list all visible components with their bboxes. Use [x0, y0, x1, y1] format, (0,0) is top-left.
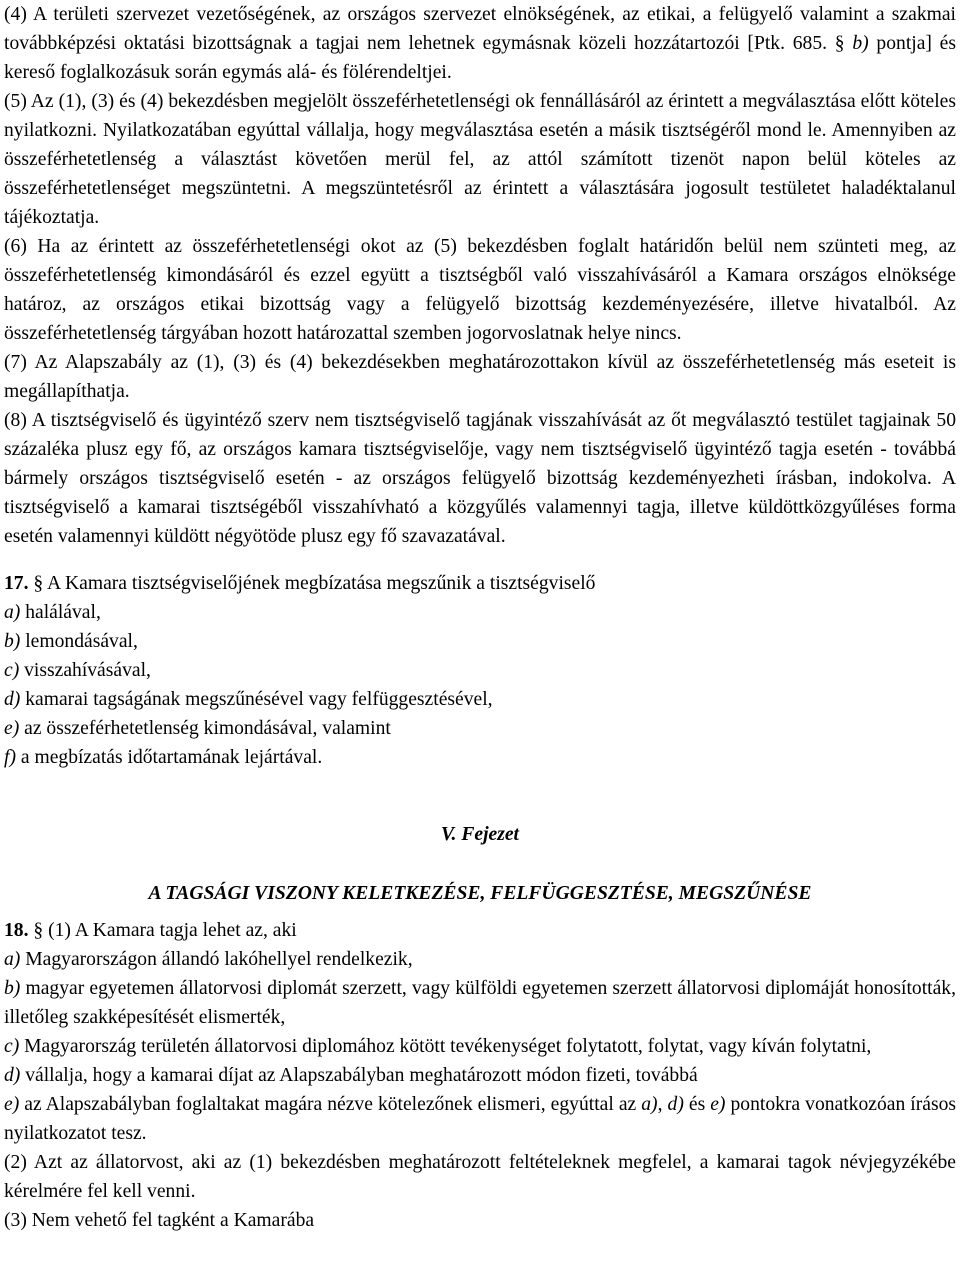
section-17-item: e) az összeférhetetlenség kimondásával, valamint: [4, 718, 391, 739]
paragraph-5: (5) Az (1), (3) és (4) bekezdésben megjelölt összeférhetetlenségi ok fennállásáról az érintett a megválasztása előtt köteles nyilatkozni. Nyilatkozatában egyúttal vállalja, hogy megválasztása esetén a másik tisztségéről mond le. Amennyiben az összeférhetetlenség a választást követően merül fel, az attól számított tizenöt napon belül köteles az összeférhetetlenséget megszüntetni. A megszüntetésről az érintett a választására jogosult testületet haladéktalanul tájékoztatja.: [4, 91, 956, 228]
paragraph-4: (4) A területi szervezet vezetőségének, az országos szervezet elnökségének, az etikai, a felügyelő valamint a szakmai továbbképzési oktatási bizottságnak a tagjai nem lehetnek egymásnak közeli hozzátartozói [Ptk. 685. § b) pontja] és kereső foglalkozásuk során egymás alá- és fölérendeltjei.: [4, 4, 956, 83]
section-18-item: d) vállalja, hogy a kamarai díjat az Alapszabályban meghatározott módon fizeti, továbbá: [4, 1065, 698, 1086]
chapter-title: A TAGSÁGI VISZONY KELETKEZÉSE, FELFÜGGESZTÉSE, MEGSZŰNÉSE: [148, 883, 812, 904]
section-17-heading: 17. § A Kamara tisztségviselőjének megbízatása megszűnik a tisztségviselő: [4, 573, 596, 594]
section-18-item: c) Magyarország területén állatorvosi diplomához kötött tevékenységet folytatott, folytat, vagy kíván folytatni,: [4, 1036, 872, 1057]
section-18-heading: 18. § (1) A Kamara tagja lehet az, aki: [4, 920, 297, 941]
section-17-item: d) kamarai tagságának megszűnésével vagy felfüggesztésével,: [4, 689, 493, 710]
section-18-paragraph-3: (3) Nem vehető fel tagként a Kamarába: [4, 1210, 315, 1231]
section-18-paragraph-2: (2) Azt az állatorvost, aki az (1) bekezdésben meghatározott feltételeknek megfelel, a kamarai tagok névjegyzékébe kérelmére fel kell venni.: [4, 1152, 956, 1202]
chapter-heading: V. Fejezet: [440, 824, 519, 845]
section-18-item: b) magyar egyetemen állatorvosi diplomát szerzett, vagy külföldi egyetemen szerzett állatorvosi diplomáját honosították, illetőleg szakképesítését elismerték,: [4, 978, 956, 1028]
paragraph-6: (6) Ha az érintett az összeférhetetlenségi okot az (5) bekezdésben foglalt határidőn belül nem szünteti meg, az összeférhetetlenség kimondásáról és ezzel együtt a tisztségből való visszahívásáról a Kamara országos elnöksége határoz, az országos etikai bizottság vagy a felügyelő bizottság kezdeményezésére, illetve hivatalból. Az összeférhetetlenség tárgyában hozott határozattal szemben jogorvoslatnak helye nincs.: [4, 236, 956, 344]
section-17-item: a) halálával,: [4, 602, 101, 623]
section-17-item: f) a megbízatás időtartamának lejártával.: [4, 747, 323, 768]
section-18-item: a) Magyarországon állandó lakóhellyel rendelkezik,: [4, 949, 413, 970]
section-17-item: b) lemondásával,: [4, 631, 138, 652]
section-17-item: c) visszahívásával,: [4, 660, 151, 681]
paragraph-7: (7) Az Alapszabály az (1), (3) és (4) bekezdésekben meghatározottakon kívül az összeférhetetlenség más eseteit is megállapíthatja.: [4, 352, 956, 402]
paragraph-8: (8) A tisztségviselő és ügyintéző szerv nem tisztségviselő tagjának visszahívását az őt megválasztó testület tagjainak 50 százaléka plusz egy fő, az országos kamara tisztségviselője, vagy nem tisztségviselő ügyintéző tagja esetén - továbbá bármely országos tisztségviselő esetén - az országos felügyelő bizottság kezdeményezheti írásban, indokolva. A tisztségviselő a kamarai tisztségéből visszahívható a közgyűlés valamennyi tagja, illetve küldöttközgyűléses forma esetén valamennyi küldött négyötöde plusz egy fő szavazatával.: [4, 410, 956, 547]
section-18-item: e) az Alapszabályban foglaltakat magára nézve kötelezőnek elismeri, egyúttal az a), d) és e) pontokra vonatkozóan írásos nyilatkozatot tesz.: [4, 1094, 957, 1144]
